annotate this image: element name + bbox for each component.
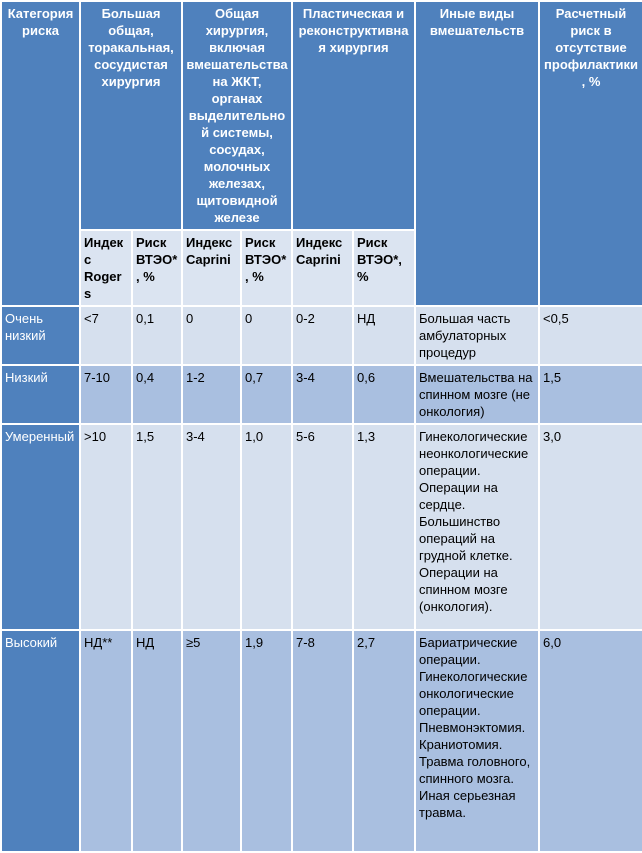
cell-risk-3: 1,3	[353, 424, 415, 630]
row-category: Умеренный	[1, 424, 80, 630]
cell-caprini-2: 3-4	[292, 365, 353, 424]
cell-risk-2: 0	[241, 306, 292, 365]
header-group-general-surgery: Общая хирургия, включая вмешательства на ЖКТ, органах выделительной системы, сосудах, молочных железах, щитовидной железе	[182, 1, 292, 230]
cell-other: Гинекологические неонкологические операции. Операции на сердце. Большинство операций на грудной клетке. Операции на спинном мозге (онкология).	[415, 424, 539, 630]
cell-risk-1: 0,1	[132, 306, 182, 365]
cell-calc: <0,5	[539, 306, 642, 365]
header-group-plastic-surgery: Пластическая и реконструктивная хирургия	[292, 1, 415, 230]
cell-risk-3: 2,7	[353, 630, 415, 852]
cell-caprini-1: 0	[182, 306, 241, 365]
table-row	[1, 365, 642, 424]
cell-rogers: <7	[80, 306, 132, 365]
cell-risk-1: 0,4	[132, 365, 182, 424]
cell-rogers: НД**	[80, 630, 132, 852]
cell-caprini-1: 1-2	[182, 365, 241, 424]
cell-rogers: >10	[80, 424, 132, 630]
cell-risk-2: 1,9	[241, 630, 292, 852]
subheader-risk-2: Риск ВТЭО*, %	[241, 230, 292, 306]
cell-risk-1: 1,5	[132, 424, 182, 630]
header-category: Категория риска	[1, 1, 80, 306]
cell-risk-2: 1,0	[241, 424, 292, 630]
cell-risk-1: НД	[132, 630, 182, 852]
row-category: Низкий	[1, 365, 80, 424]
subheader-caprini-1: Индекс Caprini	[182, 230, 241, 306]
cell-other: Бариатрические операции. Гинекологические онкологические операции. Пневмонэктомия. Краниотомия. Травма головного, спинного мозга. Иная серьезная травма.	[415, 630, 539, 852]
table-row	[1, 630, 642, 852]
header-row	[1, 1, 642, 230]
cell-caprini-2: 5-6	[292, 424, 353, 630]
cell-other: Вмешательства на спинном мозге (не онкология)	[415, 365, 539, 424]
subheader-rogers: Индекс Rogers	[80, 230, 132, 306]
cell-caprini-2: 0-2	[292, 306, 353, 365]
cell-risk-3: 0,6	[353, 365, 415, 424]
subheader-caprini-2: Индекс Caprini	[292, 230, 353, 306]
header-calculated-risk: Расчетный риск в отсутствие профилактики, %	[539, 1, 642, 306]
cell-caprini-2: 7-8	[292, 630, 353, 852]
cell-rogers: 7-10	[80, 365, 132, 424]
cell-risk-2: 0,7	[241, 365, 292, 424]
subheader-risk-3: Риск ВТЭО*, %	[353, 230, 415, 306]
cell-risk-3: НД	[353, 306, 415, 365]
header-group-major-surgery: Большая общая, торакальная, сосудистая хирургия	[80, 1, 182, 230]
cell-caprini-1: ≥5	[182, 630, 241, 852]
header-other-interventions: Иные виды вмешательств	[415, 1, 539, 306]
subheader-risk-1: Риск ВТЭО*, %	[132, 230, 182, 306]
cell-caprini-1: 3-4	[182, 424, 241, 630]
cell-calc: 1,5	[539, 365, 642, 424]
table-row	[1, 306, 642, 365]
row-category: Очень низкий	[1, 306, 80, 365]
table-row	[1, 424, 642, 630]
cell-calc: 3,0	[539, 424, 642, 630]
cell-other: Большая часть амбулаторных процедур	[415, 306, 539, 365]
row-category: Высокий	[1, 630, 80, 852]
cell-calc: 6,0	[539, 630, 642, 852]
